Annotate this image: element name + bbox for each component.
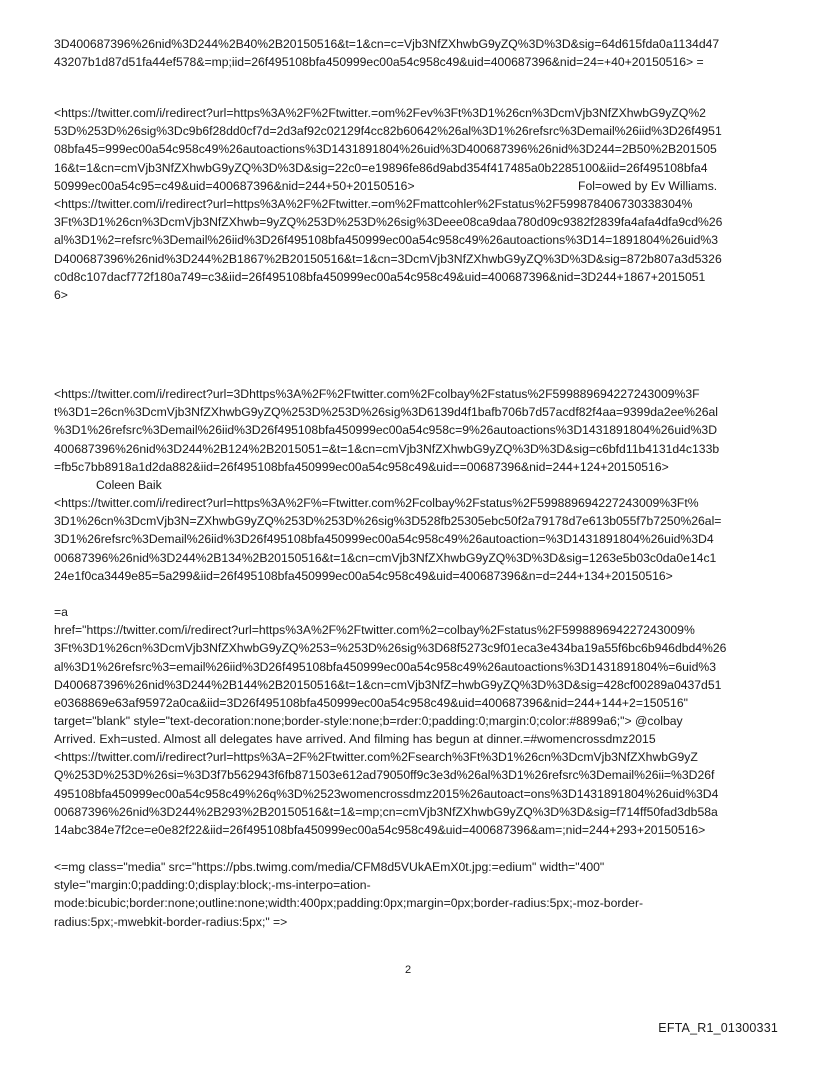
text-block-5: =a href="https://twitter.com/i/redirect?url=https%3A%2F%2Ftwitter.com%2=colbay%2Fstatus%2F599889694227243009% 3Ft%3D1%26cn%3DcmVjb3NfZXhwbG9yZQ%253=%253D%26sig%3D68f5273c9f01eca3e434ba19a55f6bc6b946dbd4%26 al%3D1%26refsrc%3=email%26iid%3D26f495108bfa450999ec00a54c958c49%26autoactions%3D1431891804%=6uid%3 D400687396%26nid%3D244%2B144%2B20150516&t=1&cn=cmVjb3NfZ=hwbG9yZQ%3D%3D&sig=428cf00289a0437d51 e0368869e63af95972a0ca&iid=3D26f495108bfa450999ec00a54c958c49&uid=400687396&nid=244+144+2=150516" target="blank" style="text-decoration:none;border-style:none;b=rder:0;padding:0;margin:0;color:#8899a6;"> @colbay: [54, 605, 727, 729]
text-block-1: 3D400687396%26nid%3D244%2B40%2B20150516&t=1&cn=c=Vjb3NfZXhwbG9yZQ%3D%3D&sig=64d615fda0a1134d47 43207b1d87d51fa44ef578&=mp;iid=26f495108bfa450999ec00a54c958c49&uid=400687396&nid=24=+40+20150516> =: [54, 37, 720, 70]
author-name-coleen-baik: Coleen Baik: [96, 478, 162, 492]
text-block-7: <=mg class="media" src="https://pbs.twimg.com/media/CFM8d5VUkAEmX0t.jpg:=edium" width="400" style="margin:0;padding:0;display:block;-ms-interpo=ation- mode:bicubic;border:none;outline:none;width:400px;padding:0px;margin=0px;border-radius:5px;-moz-border- radius:5px;-mwebkit-border-radius:5px;" =>: [54, 860, 644, 929]
text-block-3: <https://twitter.com/i/redirect?url=3Dhttps%3A%2F%2Ftwitter.com%2Fcolbay%2Fstatus%2F599889694227243009%3F t%3D1=26cn%3DcmVjb3NfZXhwbG9yZQ%253D%253D%26sig%3D6139d4f1bafb706b7d57acdf82f4aa=9399da2ee%26al %3D1%26refsrc%3Demail%26iid%3D26f495108bfa450999ec00a54c958c=9%26autoactions%3D1431891804%26uid%3D 400687396%26nid%3D244%2B124%2B2015051=&t=1&cn=cmVjb3NfZXhwbG9yZQ%3D%3D&sig=c6bfd11b4131d4c133b =fb5c7bb8918a1d2da882&iid=26f495108bfa450999ec00a54c958c49&uid==00687396&nid=244+124+20150516>: [54, 387, 720, 474]
document-id: EFTA_R1_01300331: [658, 1021, 778, 1035]
followed-by-note: Fol=owed by Ev Williams.: [578, 179, 718, 193]
text-block-2: <https://twitter.com/i/redirect?url=https%3A%2F%2Ftwitter.=om%2Fev%3Ft%3D1%26cn%3DcmVjb3NfZXhwbG9yZQ%2 53D%253D%26sig%3Dc9b6f28dd0cf7d=2d3af92c02129f4cc82b60642%26al%3D1%26refsrc%3Demail%26iid%3D26f4951 08bfa45=999ec00a54c958c49%26autoactions%3D1431891804%26uid%3D400687396%26nid%3D244=2B50%2B201505 16&t=1&cn=cmVjb3NfZXhwbG9yZQ%3D%3D&sig=22c0=e19896fe86d9abd354f417485a0b2285100&iid=26f495108bfa4 50999ec00a54c95=c49&uid=400687396&nid=244+50+20150516> <https://twitter.com/i/redirect?url=https%3A%2F%2Ftwitter.=om%2Fmattcohler%2Fstatus%2F599878406730338304% 3Ft%3D1%26cn%3DcmVjb3NfZXhwb=9yZQ%253D%253D%26sig%3Deee08ca9daa780d09c9382f2839fa4afa4dfa9cd%26 al%3D1%2=refsrc%3Demail%26iid%3D26f495108bfa450999ec00a54c958c49%26autoactions%3D14=1891804%26uid%3 D400687396%26nid%3D244%2B1867%2B20150516&t=1&cn=3DcmVjb3NfZXhwbG9yZQ%3D%3D&sig=872b807a3d5326 c0d8c107dacf772f180a749=c3&iid=26f495108bfa450999ec00a54c958c49&uid=400687396&nid=3D244+1867+2015051 6>: [54, 106, 723, 303]
page-number: 2: [404, 964, 412, 976]
text-block-4: <https://twitter.com/i/redirect?url=https%3A%2F%=Ftwitter.com%2Fcolbay%2Fstatus%2F599889694227243009%3Ft% 3D1%26cn%3DcmVjb3N=ZXhwbG9yZQ%253D%253D%26sig%3D528fb25305ebc50f2a79178d7e613b055f7b7250%26al= 3D1%26refsrc%3Demail%26iid%3D26f495108bfa450999ec00a54c958c49%26autoaction=%3D1431891804%26uid%3D4 00687396%26nid%3D244%2B134%2B20150516&t=1&cn=cmVjb3NfZXhwbG9yZQ%3D%3D&sig=1263e5b03c0da0e14c1 24e1f0ca3449e85=5a299&iid=26f495108bfa450999ec00a54c958c49&uid=400687396&n=d=244+134+20150516>: [54, 496, 722, 583]
text-block-6: Arrived. Exh=usted. Almost all delegates have arrived. And filming has begun at dinner.=#womencrossdmz2015 <https://twitter.com/i/redirect?url=https%3A=2F%2Ftwitter.com%2Fsearch%3Ft%3D1%26cn%3DcmVjb3NfZXhwbG9yZ Q%253D%253D%26si=%3D3f7b562943f6fb871503e612ad79050ff9c3e3d%26al%3D1%26refsrc%3Demail%26ii=%3D26f 495108bfa450999ec00a54c958c49%26q%3D%2523womencrossdmz2015%26autoact=ons%3D1431891804%26uid%3D4 00687396%26nid%3D244%2B293%2B20150516&t=1&=mp;cn=cmVjb3NfZXhwbG9yZQ%3D%3D&sig=f714ff50fad3db58a 14abc384e7f2ce=e0e82f22&iid=26f495108bfa450999ec00a54c958c49&uid=400687396&am=;nid=244+293+20150516>: [54, 732, 719, 838]
